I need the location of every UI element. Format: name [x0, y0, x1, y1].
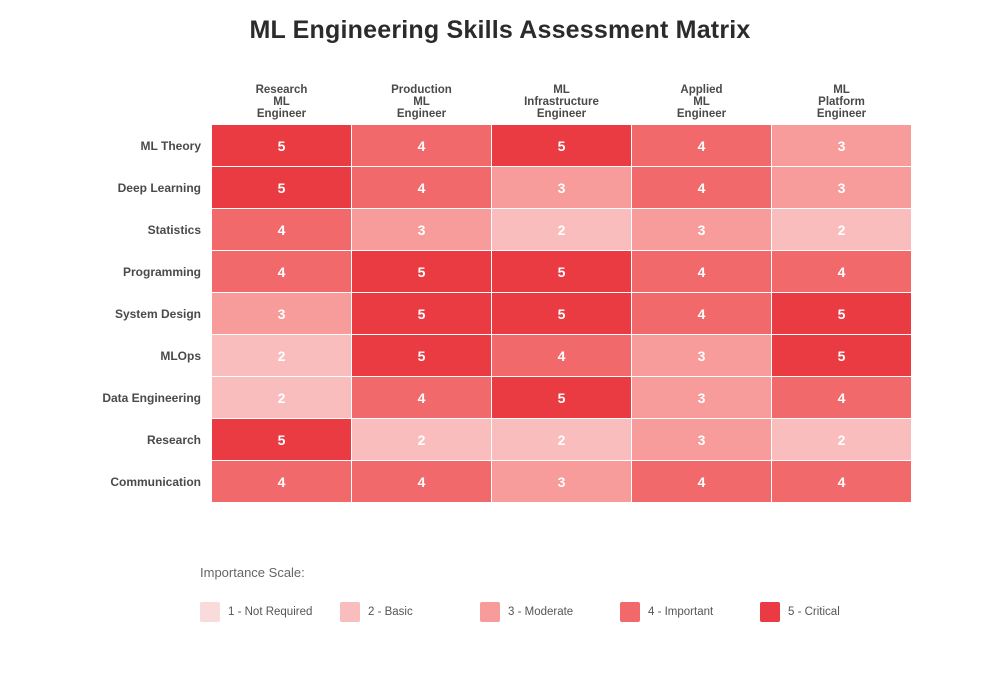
page-title: ML Engineering Skills Assessment Matrix — [249, 16, 751, 44]
heatmap-cell: 5 — [212, 419, 352, 461]
column-header: ML Infrastructure Engineer — [524, 84, 599, 120]
heatmap-cell: 5 — [492, 251, 632, 293]
heatmap-cell: 4 — [632, 125, 772, 167]
row-header: System Design — [114, 306, 201, 321]
heatmap-cell: 4 — [492, 335, 632, 377]
row-header: MLOps — [160, 348, 201, 363]
heatmap-cell: 5 — [772, 293, 912, 335]
legend-swatch — [200, 602, 220, 622]
heatmap-row — [90, 209, 912, 251]
heatmap-cell: 3 — [772, 167, 912, 209]
legend-label: 5 - Critical — [788, 606, 840, 618]
heatmap-cell: 3 — [492, 461, 632, 503]
heatmap-cell: 5 — [352, 251, 492, 293]
heatmap-cell: 4 — [632, 251, 772, 293]
column-header: ML Platform Engineer — [816, 84, 867, 120]
heatmap-cell: 5 — [352, 335, 492, 377]
heatmap-cell: 3 — [632, 335, 772, 377]
legend-items — [200, 602, 960, 622]
heatmap-cell: 4 — [772, 377, 912, 419]
legend-item — [480, 602, 620, 622]
legend-item — [340, 602, 480, 622]
heatmap-cell: 3 — [492, 167, 632, 209]
heatmap-cell: 4 — [632, 293, 772, 335]
heatmap-cell: 4 — [212, 251, 352, 293]
legend-label: 4 - Important — [648, 606, 714, 618]
legend-label: 3 - Moderate — [508, 606, 574, 618]
legend — [200, 565, 960, 622]
row-header: Programming — [122, 264, 201, 279]
heatmap-cell: 3 — [632, 209, 772, 251]
heatmap-matrix — [90, 84, 912, 503]
row-header: Deep Learning — [117, 180, 201, 195]
row-header: ML Theory — [140, 138, 201, 153]
heatmap-cell: 3 — [632, 419, 772, 461]
row-header: Research — [146, 432, 201, 447]
heatmap-cell: 3 — [352, 209, 492, 251]
legend-swatch — [340, 602, 360, 622]
heatmap-cell: 2 — [212, 335, 352, 377]
row-header: Communication — [110, 474, 201, 489]
heatmap-cell: 2 — [492, 209, 632, 251]
heatmap-row — [90, 461, 912, 503]
heatmap-row — [90, 377, 912, 419]
heatmap-header — [90, 84, 912, 125]
heatmap-cell: 5 — [492, 377, 632, 419]
heatmap-row — [90, 419, 912, 461]
heatmap-cell: 5 — [212, 167, 352, 209]
heatmap-cell: 4 — [632, 461, 772, 503]
heatmap-cell: 4 — [772, 461, 912, 503]
heatmap-cell: 2 — [352, 419, 492, 461]
legend-swatch — [760, 602, 780, 622]
heatmap-cell: 5 — [352, 293, 492, 335]
heatmap-cell: 4 — [212, 209, 352, 251]
legend-label: 1 - Not Required — [228, 606, 313, 618]
column-header-row — [90, 84, 912, 125]
heatmap-cell: 2 — [772, 419, 912, 461]
column-header: Applied ML Engineer — [676, 84, 727, 120]
heatmap-cell: 4 — [772, 251, 912, 293]
heatmap-row — [90, 167, 912, 209]
heatmap-cell: 4 — [212, 461, 352, 503]
heatmap-row — [90, 125, 912, 167]
heatmap-cell: 2 — [492, 419, 632, 461]
heatmap-row — [90, 251, 912, 293]
heatmap-cell: 5 — [492, 293, 632, 335]
legend-swatch — [620, 602, 640, 622]
legend-title: Importance Scale: — [200, 565, 305, 580]
heatmap-table — [90, 84, 912, 503]
heatmap-cell: 5 — [212, 125, 352, 167]
heatmap-cell: 4 — [352, 377, 492, 419]
heatmap-cell: 4 — [352, 461, 492, 503]
heatmap-cell: 4 — [352, 125, 492, 167]
heatmap-cell: 2 — [772, 209, 912, 251]
heatmap-row — [90, 293, 912, 335]
heatmap-cell: 3 — [212, 293, 352, 335]
heatmap-cell: 3 — [772, 125, 912, 167]
row-header: Statistics — [147, 222, 201, 237]
corner-cell — [90, 84, 212, 125]
legend-item — [760, 602, 900, 622]
heatmap-cell: 4 — [352, 167, 492, 209]
legend-label: 2 - Basic — [368, 606, 413, 618]
heatmap-cell: 3 — [632, 377, 772, 419]
legend-item — [620, 602, 760, 622]
heatmap-row — [90, 335, 912, 377]
heatmap-cell: 4 — [632, 167, 772, 209]
row-header: Data Engineering — [102, 390, 201, 405]
heatmap-cell: 5 — [772, 335, 912, 377]
column-header: Production ML Engineer — [391, 84, 452, 120]
column-header: Research ML Engineer — [255, 84, 308, 120]
heatmap-cell: 5 — [492, 125, 632, 167]
heatmap-body — [90, 125, 912, 503]
heatmap-cell: 2 — [212, 377, 352, 419]
legend-item — [200, 602, 340, 622]
legend-swatch — [480, 602, 500, 622]
